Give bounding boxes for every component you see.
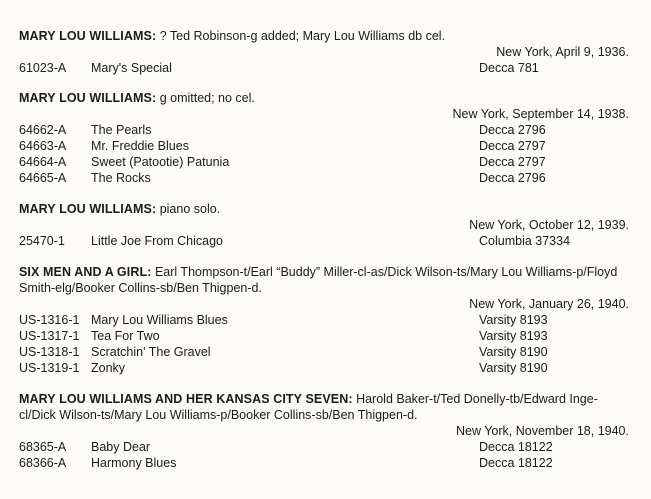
track-row — [19, 312, 631, 328]
track-title: Harmony Blues — [91, 456, 177, 470]
track-row — [19, 122, 631, 138]
session-1938-09-14 — [19, 90, 631, 186]
matrix-number: US-1319-1 — [19, 361, 80, 375]
track-title: The Rocks — [91, 171, 151, 185]
matrix-number: 64663-A — [19, 139, 67, 153]
track-row — [19, 170, 631, 186]
place-date: New York, November 18, 1940. — [455, 424, 629, 438]
matrix-number: US-1317-1 — [19, 329, 80, 343]
artist-name: SIX MEN AND A GIRL: — [19, 265, 152, 279]
issue-number: Varsity 8190 — [479, 345, 548, 359]
personnel: ? Ted Robinson-g added; Mary Lou Williams db cel. — [159, 29, 446, 43]
track-row — [19, 439, 631, 455]
matrix-number: 25470-1 — [19, 234, 65, 248]
track-row — [19, 344, 631, 360]
issue-number: Columbia 37334 — [479, 234, 571, 248]
track-title: Baby Dear — [91, 440, 151, 454]
issue-number: Decca 781 — [479, 61, 539, 75]
track-row — [19, 360, 631, 376]
track-row — [19, 60, 631, 76]
track-title: Mary Lou Williams Blues — [91, 313, 228, 327]
track-title: Little Joe From Chicago — [91, 234, 224, 248]
matrix-number: US-1316-1 — [19, 313, 80, 327]
issue-number: Varsity 8193 — [479, 313, 548, 327]
session-1936-04-09 — [19, 28, 631, 76]
matrix-number: 68366-A — [19, 456, 67, 470]
personnel: piano solo. — [159, 202, 221, 216]
session-header — [19, 391, 631, 423]
track-row — [19, 233, 631, 249]
matrix-number: 64662-A — [19, 123, 67, 137]
issue-number: Decca 18122 — [479, 440, 553, 454]
track-title: Zonky — [91, 361, 126, 375]
track-title: Scratchin' The Gravel — [91, 345, 211, 359]
track-title: Mr. Freddie Blues — [91, 139, 189, 153]
place-date: New York, January 26, 1940. — [469, 297, 629, 311]
issue-number: Varsity 8193 — [479, 329, 548, 343]
artist-name: MARY LOU WILLIAMS: — [19, 202, 157, 216]
track-row — [19, 455, 631, 471]
issue-number: Decca 2797 — [479, 139, 546, 153]
personnel: Earl Thompson-t/Earl “Buddy” Miller-cl-as/Dick Wilson-ts/Mary Lou Williams-p/Floyd Smith-elg/Booker Collins-sb/Ben Thigpen-d. — [19, 265, 618, 295]
matrix-number: 61023-A — [19, 61, 67, 75]
session-1940-01-26 — [19, 264, 631, 376]
track-row — [19, 154, 631, 170]
issue-number: Varsity 8190 — [479, 361, 548, 375]
issue-number: Decca 2796 — [479, 123, 546, 137]
track-row — [19, 328, 631, 344]
track-row — [19, 138, 631, 154]
matrix-number: 68365-A — [19, 440, 67, 454]
track-title: The Pearls — [91, 123, 152, 137]
session-header — [19, 28, 631, 44]
place-date: New York, April 9, 1936. — [496, 45, 629, 59]
track-title: Tea For Two — [91, 329, 160, 343]
matrix-number: 64665-A — [19, 171, 67, 185]
artist-name: MARY LOU WILLIAMS: — [19, 91, 157, 105]
issue-number: Decca 2797 — [479, 155, 546, 169]
session-header — [19, 90, 631, 106]
place-date: New York, October 12, 1939. — [469, 218, 629, 232]
session-1939-10-12 — [19, 201, 631, 249]
matrix-number: US-1318-1 — [19, 345, 80, 359]
issue-number: Decca 18122 — [479, 456, 553, 470]
place-date: New York, September 14, 1938. — [452, 107, 629, 121]
personnel: g omitted; no cel. — [159, 91, 255, 105]
track-title: Mary's Special — [91, 61, 172, 75]
artist-name: MARY LOU WILLIAMS AND HER KANSAS CITY SEVEN: — [19, 392, 353, 406]
session-header — [19, 201, 631, 217]
session-header — [19, 264, 631, 296]
matrix-number: 64664-A — [19, 155, 67, 169]
issue-number: Decca 2796 — [479, 171, 546, 185]
artist-name: MARY LOU WILLIAMS: — [19, 29, 157, 43]
track-title: Sweet (Patootie) Patunia — [91, 155, 230, 169]
personnel: Harold Baker-t/Ted Donelly-tb/Edward Inge-cl/Dick Wilson-ts/Mary Lou Williams-p/Booker Collins-sb/Ben Thigpen-d. — [19, 392, 598, 422]
session-1940-11-18 — [19, 391, 631, 471]
